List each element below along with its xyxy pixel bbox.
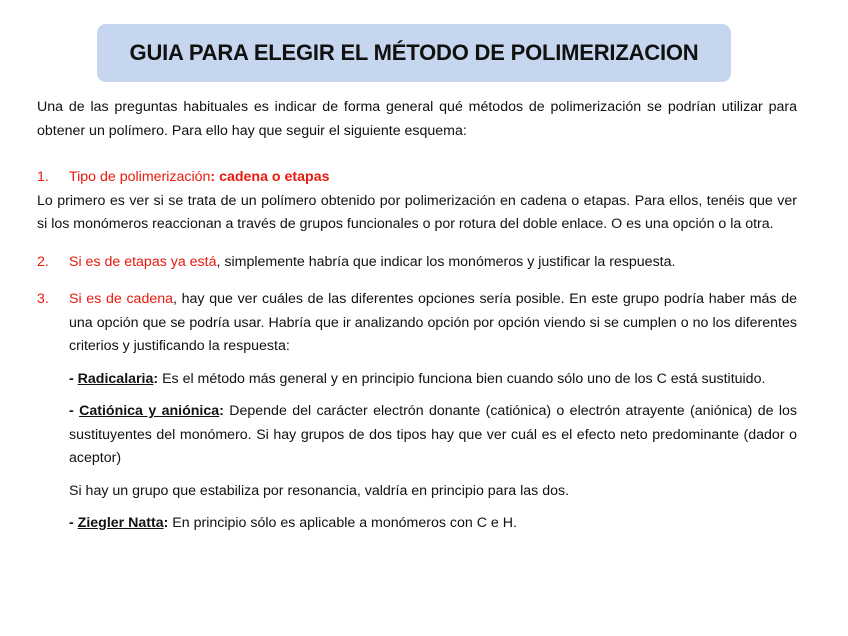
sub-item-cationica-anionica <box>37 400 797 471</box>
list-item-1 <box>37 166 797 190</box>
list-number: 2. <box>37 253 49 270</box>
intro-paragraph: Una de las preguntas habituales es indicar de forma general qué métodos de polimerización se podrían utilizar para obtener un polímero. Para ello hay que seguir el siguiente esquema: <box>37 99 797 139</box>
sub1-text: Es el método más general y en principio funciona bien cuando sólo uno de los C está sustituido. <box>158 370 766 387</box>
list-number: 1. <box>37 169 49 185</box>
list-item-2 <box>37 251 797 275</box>
sub-item-resonancia: Si hay un grupo que estabiliza por resonancia, valdría en principio para las dos. <box>69 482 570 499</box>
sub1-dash: - <box>69 370 78 387</box>
item2-text: , simplemente habría que indicar los monómeros y justificar la respuesta. <box>216 253 676 270</box>
item3-emphasis: Si es de cadena <box>69 291 174 307</box>
sub1-colon: : <box>153 370 159 387</box>
sub1-term: Radicalaria <box>77 370 154 387</box>
sub-item-ziegler-natta <box>37 512 797 536</box>
title-banner <box>97 24 731 82</box>
sub2-text: Depende del carácter electrón donante (catiónica) o electrón atrayente (aniónica) de los sustituyentes del monómero. Si hay grupos de dos tipos hay que ver cuál es el efecto neto predominante (dador o aceptor) <box>69 403 797 466</box>
item3-text: , hay que ver cuáles de las diferentes opciones sería posible. En este grupo podría haber más de una opción que se podría usar. Habría que ir analizando opción por opción viendo si se cumplen o no los diferentes criterios y justificando la respuesta: <box>69 291 797 354</box>
item2-emphasis: Si es de etapas ya está <box>69 253 217 270</box>
sub3-term: Ziegler Natta <box>77 515 164 531</box>
sub3-text: En principio sólo es aplicable a monómeros con C e H. <box>168 515 517 531</box>
sub-item-radicalaria <box>37 368 797 392</box>
sub2-dash: - <box>69 403 80 419</box>
sub2-term: Catiónica y aniónica <box>79 403 220 419</box>
item1-emphasis: cadena o etapas <box>219 169 330 185</box>
paragraph-1: Lo primero es ver si se trata de un polímero obtenido por polimerización en cadena o etapas. Para ellos, tenéis que ver si los monómeros reaccionan a través de grupos funcionales o por rotura del doble enlace. O es una opción o la otra. <box>37 192 797 232</box>
sub2-colon: : <box>219 403 224 419</box>
slide-title: GUIA PARA ELEGIR EL MÉTODO DE POLIMERIZACION <box>129 40 699 65</box>
slide-body <box>37 96 797 545</box>
list-number: 3. <box>37 291 49 307</box>
item1-label: Tipo de polimerización <box>69 169 211 185</box>
list-item-3 <box>37 288 797 359</box>
sub3-dash: - <box>69 515 78 531</box>
item1-colon: : <box>210 169 220 185</box>
sub3-colon: : <box>163 515 169 531</box>
